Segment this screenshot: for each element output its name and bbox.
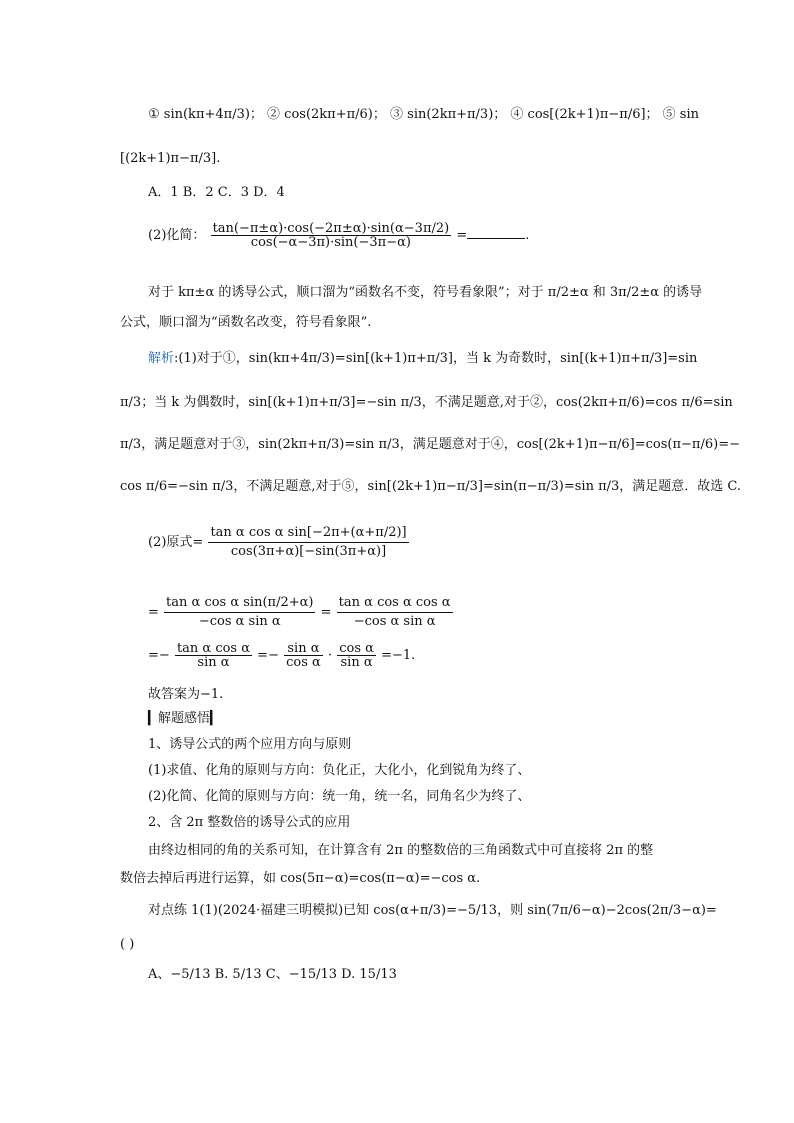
final-answer: 故答案为−1. (148, 687, 224, 702)
solution-line-1 (148, 350, 708, 368)
answer-blank (467, 226, 525, 239)
insight-point-2: 2、含 2π 整数倍的诱导公式的应用 (148, 815, 351, 830)
simplify-step-2: = $\frac{\text{tan α cos α sin(π/2+α)}}{\text{−cos α sin α}}$ = $\frac{\text{tan α cos α cos α}}{\text{−cos α sin α}}$ (148, 595, 451, 629)
section-heading-insight: ▎解题感悟▎ (148, 711, 220, 726)
step1-fraction: $\frac{\text{tan α cos α sin[−2π+(α+π/2)]}}{\cos(3\pi+\alpha)[-\sin(3\pi+\alpha)]}$ (210, 525, 407, 559)
solution-line-3: π/3，满足题意对于③，sin(2kπ+π/3)=sin π/3，满足题意对于④，cos[(2k+1)π−π/6]=cos(π−π/6)=− (120, 437, 740, 452)
simplify-denominator: cos(−α−3π)·sin(−3π−α) (250, 235, 411, 250)
simplify-numerator: tan(−π±α)·cos(−2π±α)·sin(α−3π/2) (212, 221, 450, 236)
simplify-question: (2)化简： $\frac{\tan(-\pi\pm\alpha)\cdot\cos(-2\pi\pm\alpha)\cdot\sin(\alpha-3\pi/2)}{\cos(-\alpha-3\pi)\cdot\sin(-3\pi-\alpha)}$ = . (148, 221, 530, 250)
solution-line-2: π/3；当 k 为偶数时，sin[(k+1)π+π/3]=−sin π/3，不满足题意,对于②，cos(2kπ+π/6)=cos π/6=sin (120, 395, 733, 410)
problem-options-line-2: [(2k+1)π−π/3]. (120, 151, 221, 166)
practice-blank: ( ) (120, 937, 135, 952)
mnemonic-line-1: 对于 kπ±α 的诱导公式，顺口溜为“函数名不变，符号看象限”；对于 π/2±α 和 3π/2±α 的诱导 (148, 285, 703, 300)
simplify-step-1: (2)原式= $\frac{\text{tan α cos α sin[−2π+(α+π/2)]}}{\cos(3\pi+\alpha)[-\sin(3\pi+\alpha)]}$ (148, 525, 407, 559)
answer-choices-1: A．1 B．2 C．3 D．4 (148, 185, 285, 200)
solution-text-1: :(1)对于①，sin(kπ+4π/3)=sin[(k+1)π+π/3]，当 k 为奇数时，sin[(k+1)π+π/3]=sin (174, 351, 698, 366)
practice-question: 对点练 1(1)(2024·福建三明模拟)已知 cos(α+π/3)=−5/13，则 sin(7π/6−α)−2cos(2π/3−α)= (148, 903, 717, 918)
insight-point-1b: (2)化简、化简的原则与方向：统一角，统一名，同角名少为终了、 (148, 789, 531, 804)
problem-options-line-1: ① sin(kπ+4π/3)； ② cos(2kπ+π/6)； ③ sin(2kπ+π/3)； ④ cos[(2k+1)π−π/6]； ⑤ sin (148, 107, 700, 122)
simplify-step-3: =− $\frac{\text{tan α cos α}}{\text{sin α}}$ =− $\frac{\text{sin α}}{\text{cos α}}$ · $\frac{\text{cos α}}{\text{sin α}}$ =−1. (148, 641, 416, 670)
insight-text-2: 数倍去掉后再进行运算，如 cos(5π−α)=cos(π−α)=−cos α. (120, 871, 481, 886)
simplify-label: (2)化简： (148, 228, 206, 243)
answer-choices-2: A、−5/13 B. 5/13 C、−15/13 D. 15/13 (148, 967, 397, 982)
solution-line-4: cos π/6=−sin π/3，不满足题意,对于⑤，sin[(2k+1)π−π/3]=sin(π−π/3)=sin π/3，满足题意．故选 C. (120, 479, 742, 494)
insight-point-1: 1、诱导公式的两个应用方向与原则 (148, 737, 352, 752)
simplify-fraction (211, 222, 452, 249)
solution-tag: 解析 (148, 351, 175, 366)
insight-point-1a: (1)求值、化角的原则与方向：负化正，大化小，化到锐角为终了、 (148, 763, 531, 778)
mnemonic-line-2: 公式，顺口溜为“函数名改变，符号看象限”. (120, 315, 372, 330)
insight-text-1: 由终边相同的角的关系可知，在计算含有 2π 的整数倍的三角函数式中可直接将 2π 的整 (148, 843, 654, 858)
